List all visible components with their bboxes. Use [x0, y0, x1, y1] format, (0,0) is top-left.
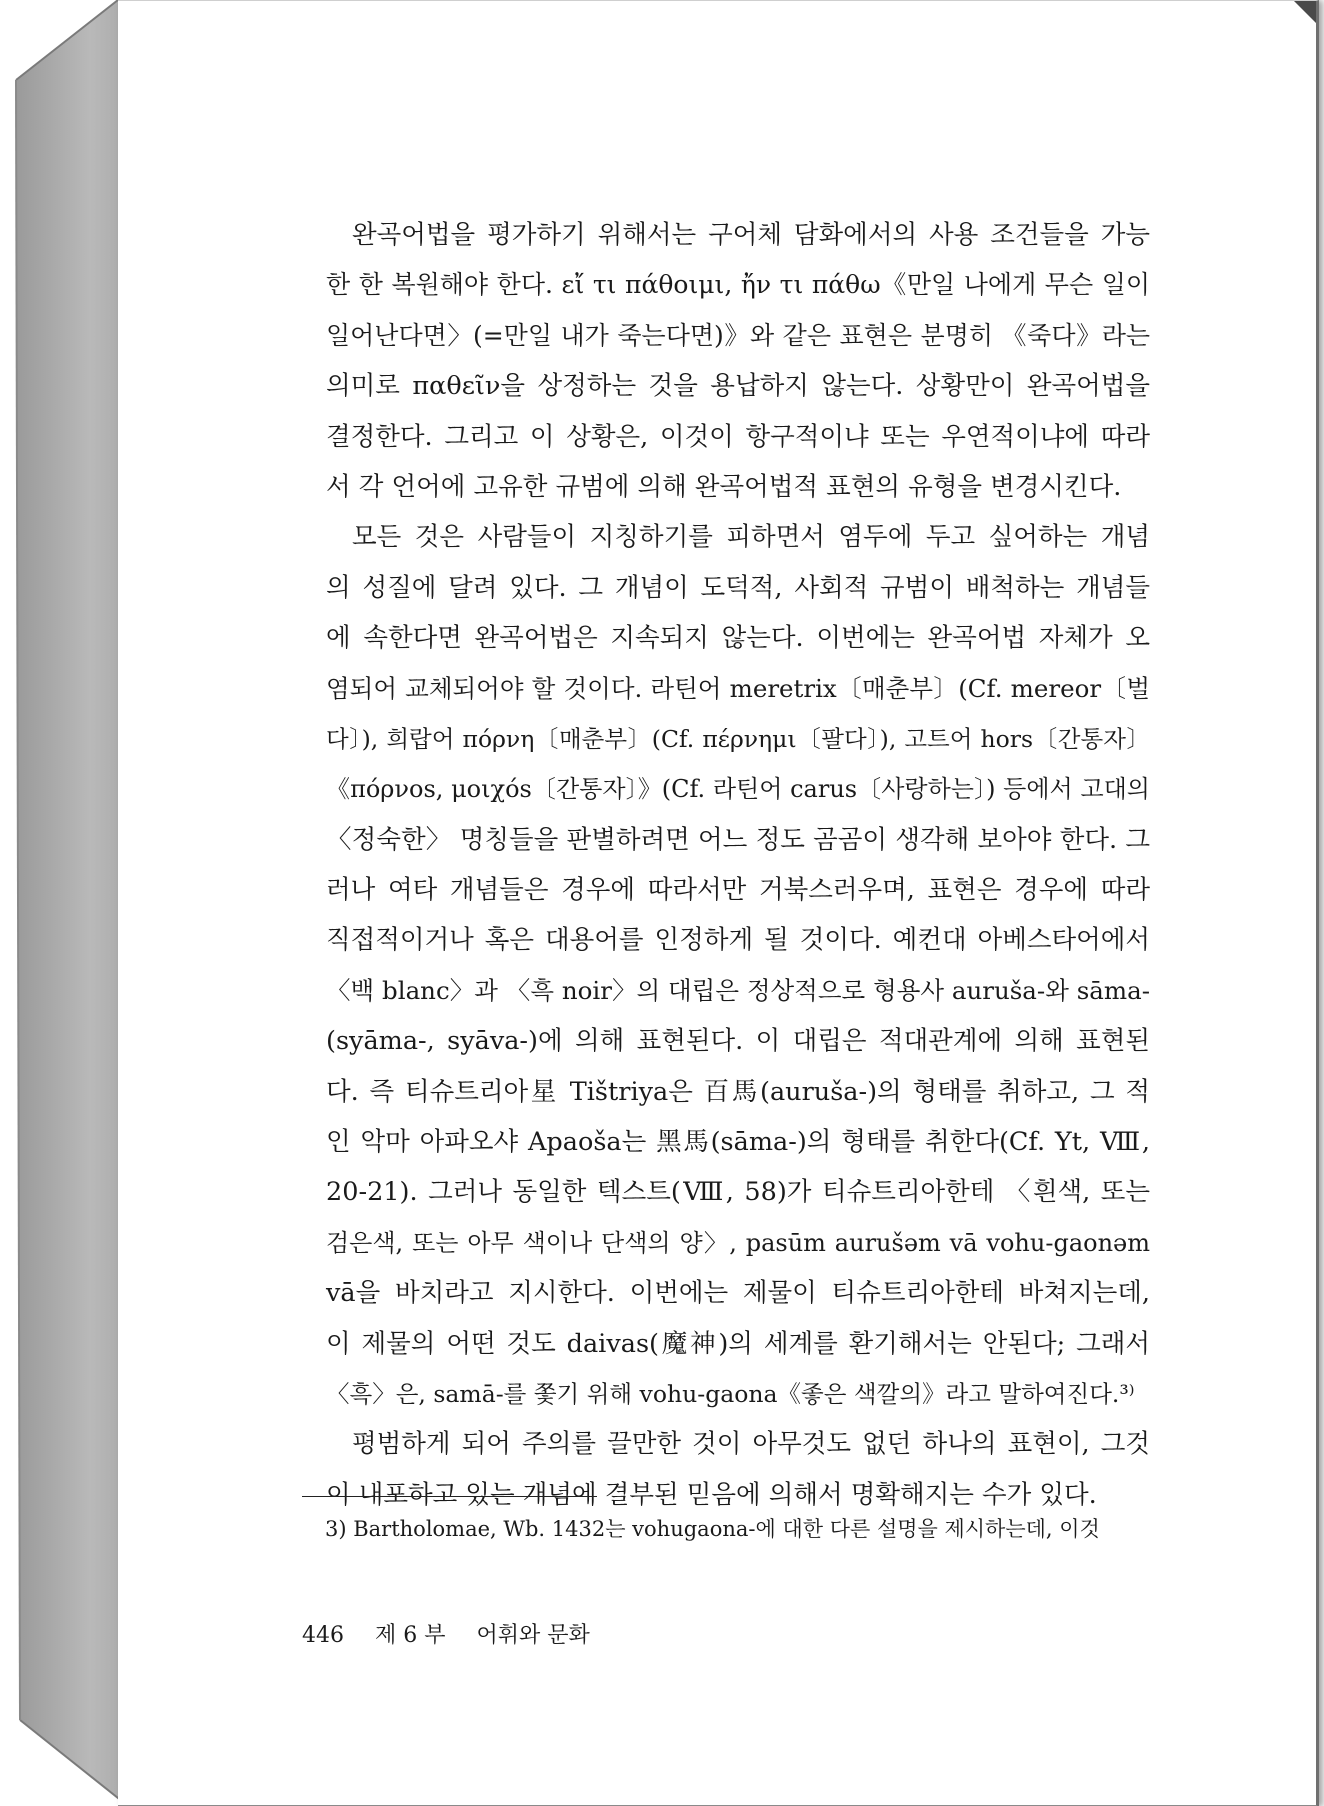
text-line: 모든 것은 사람들이 지칭하기를 피하면서 염두에 두고 싶어하는 개념 — [352, 522, 1150, 553]
text-line: 의 성질에 달려 있다. 그 개념이 도덕적, 사회적 규범이 배척하는 개념들 — [326, 572, 1150, 603]
page-footer — [302, 1618, 614, 1649]
text-line: vā을 바치라고 지시한다. 이번에는 제물이 티슈트리아한테 바쳐지는데, — [326, 1278, 1150, 1309]
text-line: 일어난다면〉(=만일 내가 죽는다면)》와 같은 표현은 분명히 《죽다》라는 — [326, 320, 1150, 350]
text-line: 염되어 교체되어야 할 것이다. 라틴어 meretrix〔매춘부〕(Cf. mereor〔벌 — [326, 673, 1150, 703]
text-line: 인 악마 아파오샤 Apaoša는 黑馬(sāma-)의 형태를 취한다(Cf. Yt, Ⅷ, — [326, 1127, 1150, 1158]
footnote-separator — [302, 1496, 597, 1497]
text-line: 다〕), 희랍어 πόρνη〔매춘부〕(Cf. πέρνημι〔팔다〕), 고트어 hors〔간통자〕 — [326, 724, 1150, 753]
text-line: 결정한다. 그리고 이 상황은, 이것이 항구적이냐 또는 우연적이냐에 따라 — [326, 421, 1150, 452]
paragraph-1 — [300, 210, 1150, 512]
text-line: 서 각 언어에 고유한 규범에 의해 완곡어법적 표현의 유형을 변경시킨다. — [326, 471, 1122, 502]
page-number: 446 — [302, 1623, 344, 1648]
text-line: (syāma-, syāva-)에 의해 표현된다. 이 대립은 적대관계에 의해 표현된 — [326, 1026, 1150, 1057]
text-line: 이 내포하고 있는 개념에 결부된 믿음에 의해서 명확해지는 수가 있다. — [326, 1479, 1097, 1510]
text-line: 직접적이거나 혹은 대용어를 인정하게 될 것이다. 예컨대 아베스타어에서 — [326, 925, 1150, 956]
text-line: 다. 즉 티슈트리아星 Tištriya은 百馬(auruša-)의 형태를 취하고, 그 적 — [326, 1076, 1150, 1107]
page-corner-mark — [1294, 1, 1316, 23]
footnote: 3) Bartholomae, Wb. 1432는 vohugaona-에 대한 다른 설명을 제시하는데, 이것 — [325, 1517, 1100, 1541]
body-text — [300, 210, 1150, 1520]
paragraph-2 — [300, 512, 1150, 1419]
text-line: 한 한 복원해야 한다. εἴ τι πάθοιμι, ἤν τι πάθω《만일 나에게 무슨 일이 — [326, 270, 1150, 300]
text-line: 완곡어법을 평가하기 위해서는 구어체 담화에서의 사용 조건들을 가능 — [352, 220, 1150, 250]
text-line: 검은색, 또는 아무 색이나 단색의 양〉, pasūm aurušəm vā vohu-gaonəm — [326, 1228, 1150, 1257]
part-title: 어휘와 문화 — [476, 1623, 590, 1648]
text-line: 평범하게 되어 주의를 끌만한 것이 아무것도 없던 하나의 표현이, 그것 — [352, 1429, 1150, 1460]
text-line: 〈흑〉은, samā-를 쫓기 위해 vohu-gaona《좋은 색깔의》라고 말하여진다.³⁾ — [326, 1379, 1135, 1408]
part-label: 제 6 부 — [375, 1623, 446, 1648]
text-line: 20-21). 그러나 동일한 텍스트(Ⅷ, 58)가 티슈트리아한테 〈흰색, 또는 — [326, 1177, 1150, 1208]
text-line: 〈백 blanc〉과 〈흑 noir〉의 대립은 정상적으로 형용사 auruša-와 sāma- — [326, 975, 1150, 1005]
text-line: 의미로 παθεῖν을 상정하는 것을 용납하지 않는다. 상황만이 완곡어법을 — [326, 371, 1150, 402]
text-line: 〈정숙한〉 명칭들을 판별하려면 어느 정도 곰곰이 생각해 보아야 한다. 그 — [326, 824, 1150, 855]
text-line: 《πόρνos, μοιχόs〔간통자〕》(Cf. 라틴어 carus〔사랑하는〕) 등에서 고대의 — [326, 775, 1150, 804]
text-line: 러나 여타 개념들은 경우에 따라서만 거북스러우며, 표현은 경우에 따라 — [326, 875, 1150, 906]
text-line: 이 제물의 어떤 것도 daivas(魔神)의 세계를 환기해서는 안된다; 그래서 — [326, 1328, 1150, 1359]
paragraph-3 — [300, 1419, 1150, 1520]
text-line: 에 속한다면 완곡어법은 지속되지 않는다. 이번에는 완곡어법 자체가 오 — [326, 623, 1150, 654]
